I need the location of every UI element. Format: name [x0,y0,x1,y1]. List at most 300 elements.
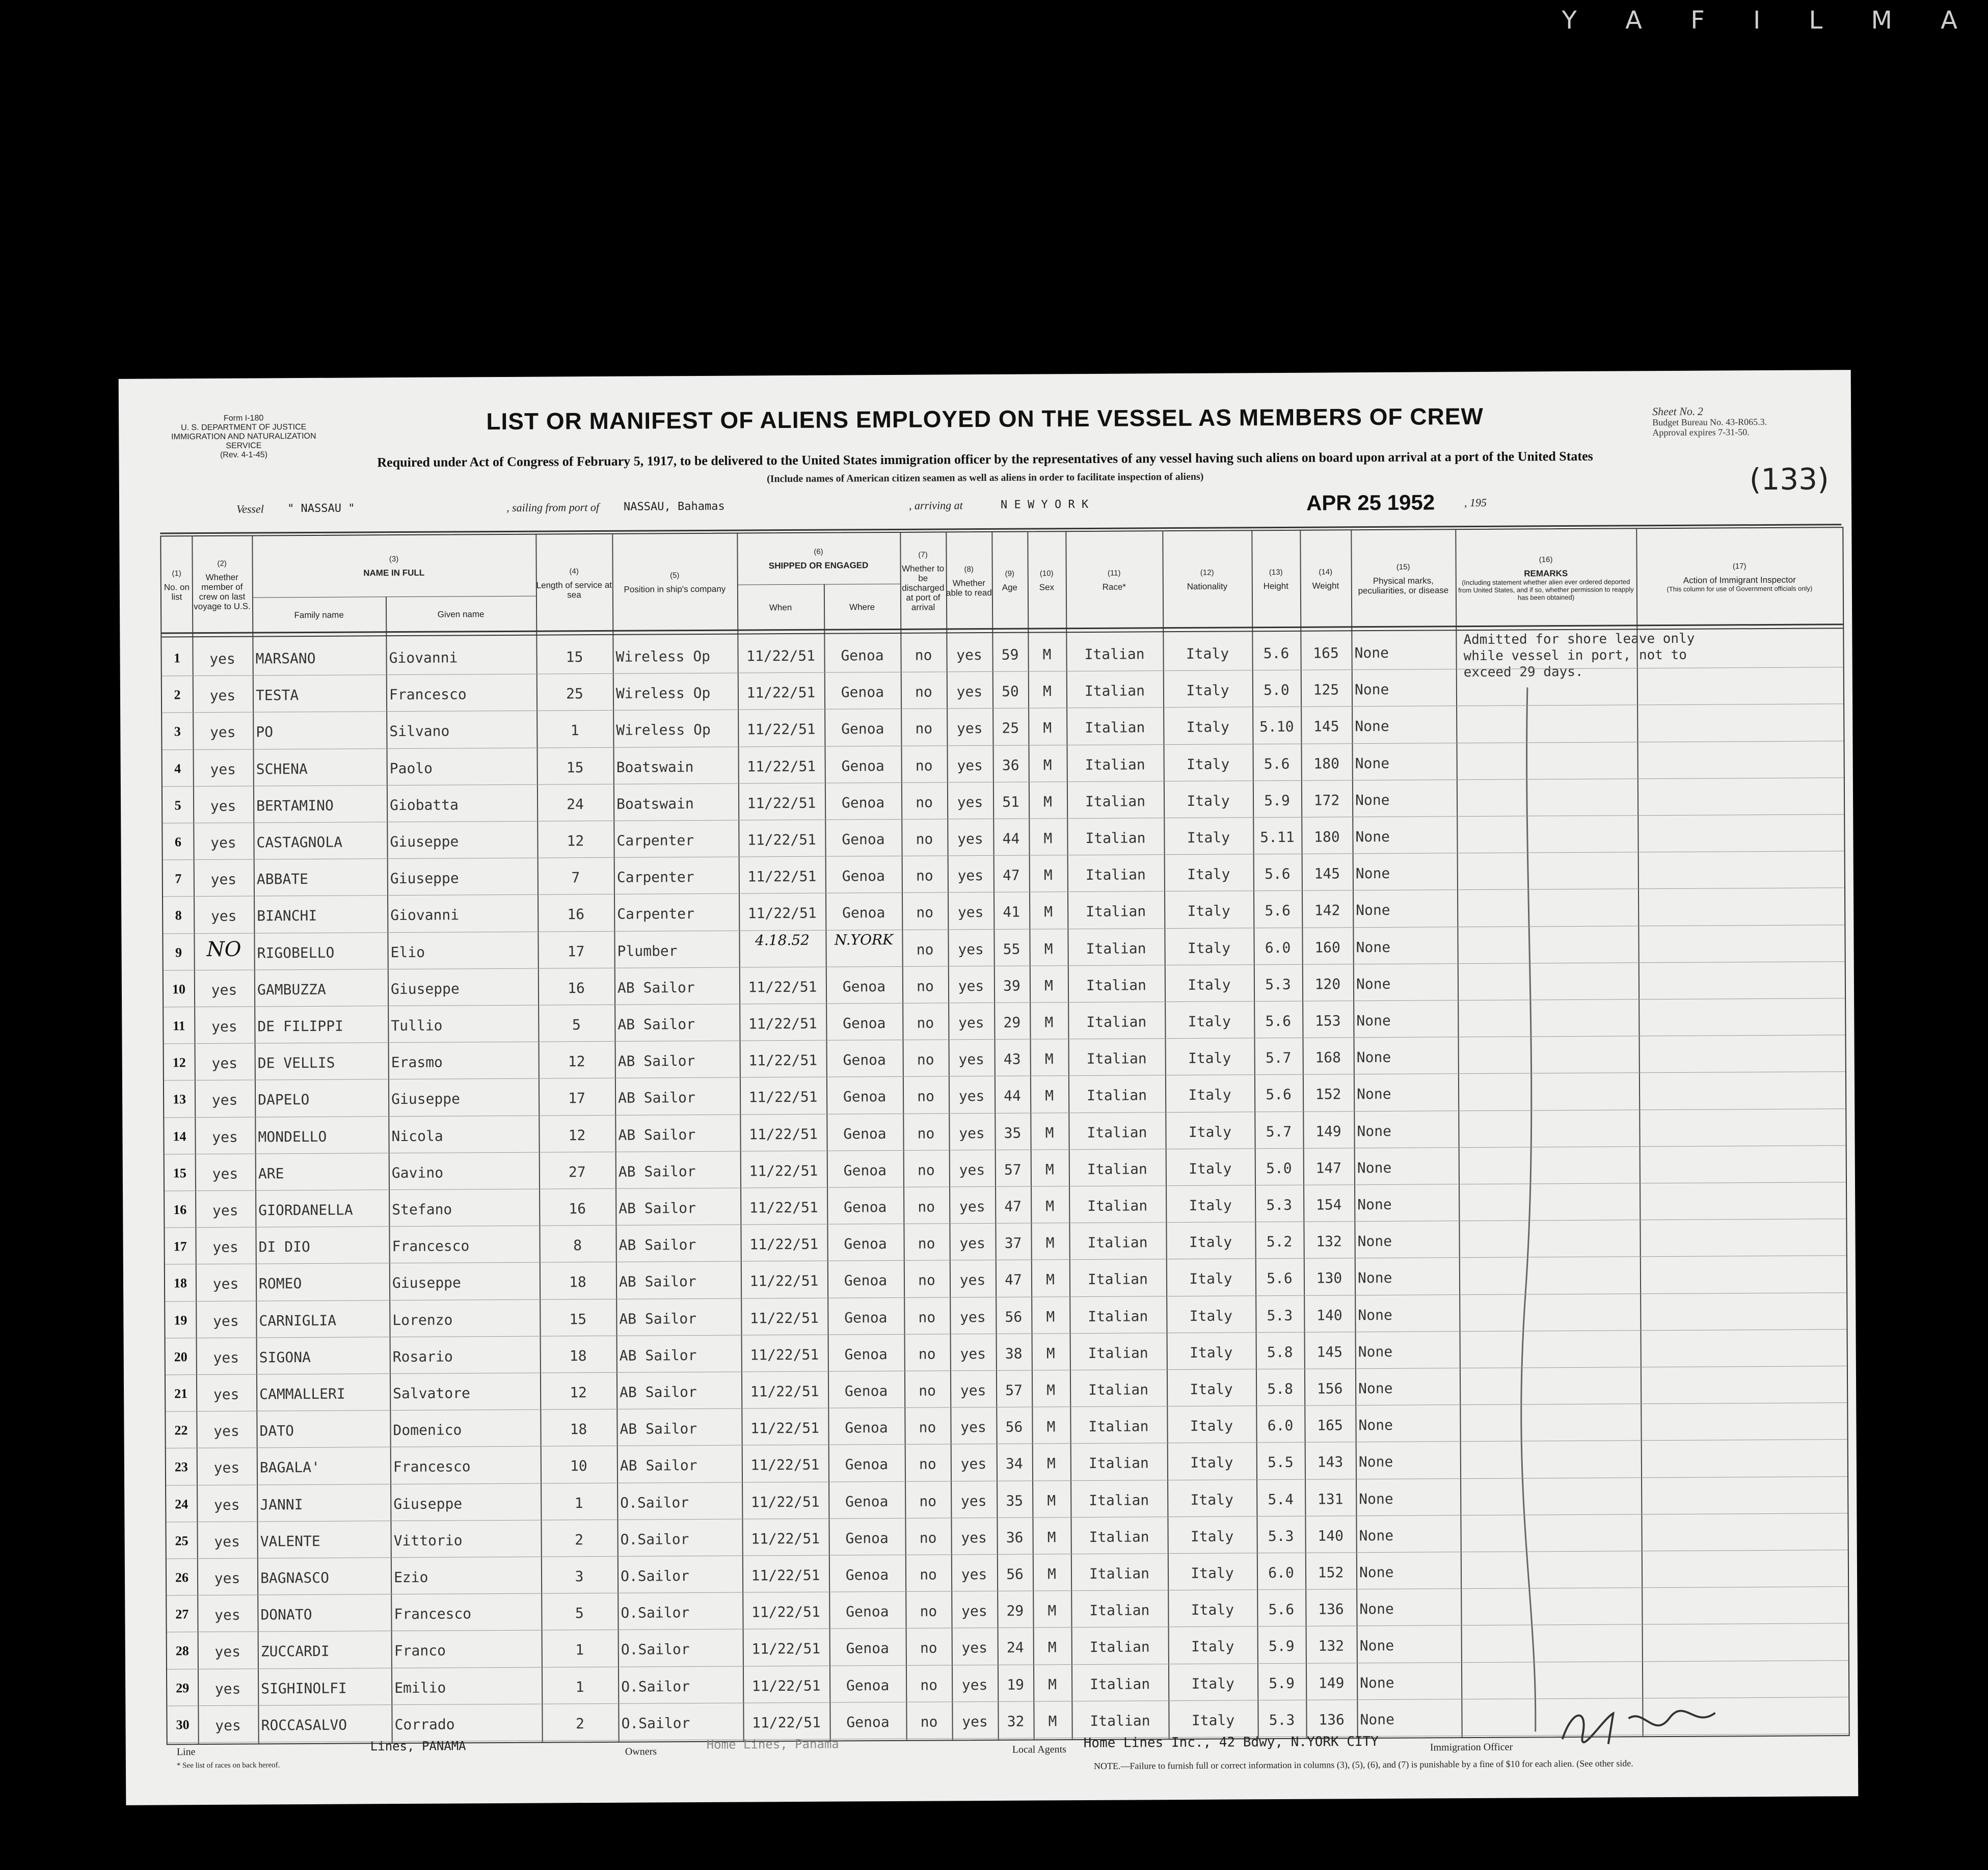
cell-age: 59 [1001,646,1019,663]
cell-able-to-read: yes [958,1014,984,1032]
cell-position: O.Sailor [621,1714,690,1732]
revision: (Rev. 4-1-45) [220,450,268,459]
cell-given-name: Tullio [391,1017,443,1035]
cell-row-number: 21 [174,1386,188,1401]
cell-race: Italian [1089,1528,1149,1546]
cell-to-be-discharged: no [920,1603,937,1620]
cell-position: AB Sailor [619,1273,696,1291]
cell-row-number: 1 [173,651,181,666]
cell-height: 5.6 [1264,755,1290,772]
form-instruction: (Include names of American citizen seamen as well as aliens in order to facilitate inspection of aliens) [767,471,1204,485]
cell-weight: 160 [1314,938,1340,956]
cell-row-number: 7 [175,871,182,886]
cell-row-number: 20 [174,1349,187,1365]
cell-to-be-discharged: no [917,978,934,995]
cell-physical-marks: None [1358,1343,1393,1361]
cell-shipped-where: Genoa [843,1015,886,1032]
cell-able-to-read: yes [958,940,984,958]
cell-family-name: MONDELLO [258,1128,327,1146]
cell-able-to-read: yes [959,1124,985,1142]
cell-shipped-when: 11/22/51 [748,1089,818,1106]
cell-shipped-when: 11/22/51 [750,1419,820,1437]
cell-position: AB Sailor [620,1457,697,1475]
cell-height: 5.2 [1266,1233,1293,1251]
cell-family-name: JANNI [260,1496,303,1513]
cell-shipped-where: Genoa [843,1088,886,1105]
cell-position: AB Sailor [619,1236,696,1254]
cell-shipped-where: Genoa [845,1419,888,1437]
cell-weight: 165 [1313,644,1339,662]
arriving-label: , arriving at [908,499,963,512]
cell-nationality: Italy [1187,829,1230,846]
cell-length-of-service: 7 [571,869,580,886]
cell-race: Italian [1090,1675,1150,1693]
header-position: (5) Position in ship's company [624,571,726,594]
cell-previous-voyage: yes [212,1128,238,1146]
sheet-label: Sheet No. [1652,404,1696,418]
cell-family-name: RIGOBELLO [257,944,335,962]
cell-length-of-service: 15 [566,648,583,666]
cell-age: 56 [1006,1565,1024,1583]
cell-shipped-when: 11/22/51 [750,1493,820,1511]
cell-physical-marks: None [1357,1233,1392,1250]
cell-row-number: 10 [172,982,186,997]
cell-given-name: Giobatta [389,796,459,814]
cell-length-of-service: 3 [575,1568,584,1585]
cell-nationality: Italy [1189,1233,1232,1251]
cell-length-of-service: 18 [569,1347,587,1365]
cell-age: 36 [1006,1529,1024,1546]
cell-shipped-where: Genoa [845,1456,889,1473]
service-name: IMMIGRATION AND NATURALIZATION SERVICE [171,431,316,450]
manifest-sheet [119,370,1859,1805]
cell-shipped-when: 11/22/51 [751,1566,820,1584]
cell-position: O.Sailor [621,1641,690,1659]
cell-nationality: Italy [1187,792,1230,809]
cell-to-be-discharged: no [916,867,933,884]
cell-previous-voyage: yes [214,1680,241,1697]
cell-physical-marks: None [1355,754,1390,772]
cell-previous-voyage: yes [212,1276,239,1293]
cell-nationality: Italy [1189,1197,1232,1214]
cell-weight: 140 [1318,1527,1344,1544]
cell-weight: 131 [1317,1490,1344,1508]
cell-position: O.Sailor [620,1530,689,1548]
cell-previous-voyage: yes [213,1422,239,1440]
cell-able-to-read: yes [961,1603,987,1620]
cell-shipped-where: Genoa [846,1603,889,1620]
agents-value: Home Lines Inc., 42 Bdwy, N.YORK CITY [1083,1734,1379,1751]
cell-age: 47 [1005,1271,1022,1289]
cell-given-name: Giuseppe [390,833,459,851]
cell-shipped-when: 11/22/51 [747,905,817,922]
cell-previous-voyage: yes [212,1312,239,1330]
cell-nationality: Italy [1189,1270,1232,1288]
cell-nationality: Italy [1191,1712,1235,1729]
cell-row-number: 5 [174,798,181,813]
cell-shipped-when: 11/22/51 [746,684,816,701]
cell-length-of-service: 1 [570,722,579,739]
cell-race: Italian [1085,719,1145,737]
cell-shipped-where: Genoa [843,1051,886,1069]
cell-given-name: Giovanni [390,906,460,924]
cell-nationality: Italy [1188,976,1231,993]
cell-weight: 145 [1313,718,1339,736]
cell-age: 37 [1004,1234,1022,1252]
cell-length-of-service: 2 [576,1715,585,1732]
cell-nationality: Italy [1188,1086,1231,1104]
form-title: LIST OR MANIFEST OF ALIENS EMPLOYED ON THE VESSEL AS MEMBERS OF CREW [486,402,1484,435]
cell-physical-marks: None [1355,865,1390,882]
cell-sex: M [1047,1602,1057,1619]
cell-sex: M [1044,1050,1054,1068]
cell-age: 39 [1003,977,1020,994]
cell-nationality: Italy [1190,1491,1233,1508]
cell-shipped-where: Genoa [842,831,885,848]
cell-weight: 132 [1316,1233,1342,1250]
race-footnote: * See list of races on back hereof. [176,1761,280,1770]
cell-given-name: Giuseppe [392,1274,461,1292]
cell-weight: 147 [1315,1159,1342,1177]
cell-physical-marks: None [1358,1379,1393,1397]
cell-to-be-discharged: no [915,646,932,664]
header-previous-voyage: (2) Whether member of crew on last voyage to U.S. [194,559,251,611]
cell-able-to-read: yes [960,1492,987,1509]
cell-race: Italian [1087,1197,1148,1214]
cell-position: AB Sailor [617,1052,695,1070]
cell-race: Italian [1086,939,1146,957]
owners-value: Home Lines, Panama [706,1737,839,1752]
cell-row-number: 13 [173,1092,186,1107]
cell-height: 6.0 [1265,939,1291,956]
cell-to-be-discharged: no [916,830,933,848]
cell-shipped-when: 11/22/51 [748,978,817,996]
cell-position: Carpenter [616,832,694,849]
cell-height: 5.6 [1264,865,1291,883]
cell-physical-marks: None [1359,1490,1393,1507]
cell-previous-voyage: yes [213,1349,239,1366]
cell-sex: M [1044,977,1053,994]
cell-physical-marks: None [1359,1563,1394,1581]
cell-shipped-when: 11/22/51 [748,1125,818,1143]
cell-previous-voyage: yes [209,650,235,667]
cell-shipped-when: 11/22/51 [751,1640,821,1658]
cell-to-be-discharged: no [917,1125,935,1142]
cell-shipped-where: Genoa [841,647,884,664]
cell-shipped-where: Genoa [844,1383,888,1400]
cell-race: Italian [1089,1565,1150,1582]
cell-family-name: BAGNASCO [260,1569,329,1587]
cell-position: AB Sailor [620,1384,697,1401]
cell-to-be-discharged: no [918,1235,935,1252]
cell-weight: 149 [1318,1674,1345,1692]
cell-height: 5.6 [1266,1086,1292,1103]
cell-weight: 125 [1313,681,1339,698]
cell-race: Italian [1090,1712,1150,1729]
cell-race: Italian [1086,903,1146,920]
cell-height: 5.8 [1267,1343,1293,1361]
cell-shipped-when: 11/22/51 [750,1456,820,1474]
cell-to-be-discharged: no [917,1051,934,1068]
cell-position: Wireless Op [616,721,711,739]
cell-shipped-when: 11/22/51 [750,1346,819,1364]
cell-row-number: 4 [174,761,181,776]
cell-previous-voyage: yes [214,1643,241,1661]
cell-position: Plumber [617,942,678,960]
cell-family-name: GAMBUZZA [257,981,326,998]
cell-length-of-service: 16 [568,979,585,997]
header-age: (9) Age [1002,569,1018,592]
cell-to-be-discharged: no [920,1676,938,1694]
cell-previous-voyage: yes [213,1496,240,1513]
cell-family-name: DATO [259,1422,294,1440]
cell-race: Italian [1085,829,1146,847]
cell-to-be-discharged: no [918,1309,936,1326]
sailing-port: NASSAU, Bahamas [623,500,725,513]
cell-to-be-discharged: no [917,1088,935,1105]
header-given-name: Given name [437,609,485,619]
cell-position: AB Sailor [619,1346,697,1364]
cell-row-number: 24 [175,1496,189,1511]
cell-weight: 156 [1317,1380,1343,1397]
cell-shipped-when: 11/22/51 [747,757,816,775]
cell-age: 44 [1002,830,1020,847]
cell-nationality: Italy [1190,1454,1233,1472]
cell-nationality: Italy [1187,939,1231,957]
cell-shipped-where: Genoa [846,1676,890,1694]
cell-race: Italian [1085,755,1145,773]
cell-height: 6.0 [1267,1417,1294,1434]
cell-able-to-read: yes [957,756,983,774]
cell-given-name: Silvano [389,722,450,740]
cell-previous-voyage: yes [210,797,236,815]
cell-previous-voyage: yes [210,871,237,888]
cell-shipped-where: Genoa [841,720,884,738]
cell-physical-marks: None [1358,1306,1392,1323]
cell-previous-voyage: yes [213,1459,240,1477]
cell-sex: M [1045,1124,1054,1142]
voyage-line [236,492,1765,520]
cell-age: 44 [1004,1088,1022,1105]
cell-able-to-read: yes [959,1308,986,1325]
cell-sex: M [1044,903,1053,920]
cell-able-to-read: yes [958,1051,985,1068]
cell-height: 5.11 [1260,828,1295,846]
sailing-label: , sailing from port of [506,500,600,514]
cell-shipped-where: Genoa [843,1199,887,1216]
cell-position: O.Sailor [620,1494,689,1511]
header-sex: (10) Sex [1039,569,1055,592]
cell-given-name: Domenico [393,1421,462,1439]
cell-position: Wireless Op [615,685,711,702]
cell-shipped-when: 11/22/51 [749,1272,819,1290]
cell-length-of-service: 5 [575,1605,584,1622]
cell-row-number: 18 [173,1276,187,1291]
cell-position: AB Sailor [619,1310,697,1327]
cell-weight: 130 [1316,1269,1342,1287]
cell-nationality: Italy [1191,1564,1234,1582]
cell-nationality: Italy [1187,902,1230,920]
cell-able-to-read: yes [961,1529,987,1547]
cell-weight: 132 [1318,1637,1345,1655]
cell-family-name: TESTA [255,687,299,704]
cell-age: 25 [1002,720,1019,737]
officer-label: Immigration Officer [1430,1741,1513,1753]
cell-weight: 172 [1313,792,1340,809]
header-when: When [769,602,792,612]
cell-shipped-when: 11/22/51 [751,1530,820,1548]
approval-expiry: Approval expires 7-31-50. [1652,427,1750,438]
cell-height: 5.3 [1266,1196,1293,1214]
cell-shipped-when: 11/22/51 [751,1603,820,1621]
cell-given-name: Corrado [394,1716,455,1733]
agents-label: Local Agents [1012,1744,1066,1755]
cell-nationality: Italy [1191,1601,1234,1619]
cell-able-to-read: yes [956,683,983,700]
cell-previous-voyage: yes [209,687,236,704]
cell-physical-marks: None [1357,1269,1392,1287]
cell-able-to-read: yes [961,1676,988,1693]
cell-weight: 140 [1316,1306,1342,1324]
cell-race: Italian [1087,1160,1147,1178]
cell-family-name: ABBATE [256,871,309,888]
cell-age: 24 [1006,1639,1024,1657]
cell-weight: 149 [1315,1122,1341,1140]
header-inspector-action: (17) Action of Immigrant Inspector (This column for use of Government officials only) [1667,561,1813,593]
cell-previous-voyage: yes [211,981,237,998]
cell-to-be-discharged: no [920,1713,938,1730]
cell-race: Italian [1087,1123,1147,1141]
cell-to-be-discharged: no [916,904,934,922]
cell-age: 51 [1002,793,1020,810]
form-subtitle: Required under Act of Congress of February 5, 1917, to be delivered to the United States immigration officer by the representatives of any vessel having such aliens on board upon arrival at a port of the United States [377,448,1593,470]
header-length-of-service: (4) Length of service at sea [536,566,612,600]
cell-nationality: Italy [1189,1344,1233,1361]
cell-shipped-where: Genoa [842,904,885,922]
cell-position: Carpenter [617,905,695,923]
cell-previous-voyage: yes [212,1202,238,1219]
cell-previous-voyage: yes [212,1238,238,1256]
cell-row-number: 12 [172,1055,186,1070]
cell-given-name: Francesco [394,1605,472,1623]
cell-sex: M [1045,1271,1055,1288]
cell-weight: 145 [1314,865,1340,882]
footer-note: NOTE.—Failure to furnish full or correct information in columns (3), (5), (6), and (7) is punishable by a fine of $10 for each alien. (See other side. [1093,1758,1633,1771]
cell-sex: M [1046,1455,1056,1472]
arrival-port: N E W Y O R K [1000,498,1089,511]
cell-row-number: 9 [175,944,182,960]
cell-height: 5.6 [1265,902,1291,919]
cell-length-of-service: 12 [570,1384,587,1401]
cell-age: 41 [1003,904,1020,921]
cell-race: Italian [1084,645,1145,663]
cell-age: 35 [1006,1492,1024,1509]
cell-given-name: Vittorio [393,1532,463,1549]
cell-shipped-where: N.YORK [834,931,894,948]
cell-physical-marks: None [1357,1196,1392,1213]
cell-height: 5.9 [1264,792,1290,809]
cell-to-be-discharged: no [920,1566,937,1583]
cell-length-of-service: 25 [566,685,583,702]
cell-height: 5.3 [1269,1711,1295,1728]
cell-height: 5.6 [1268,1601,1295,1618]
cell-height: 6.0 [1268,1564,1294,1582]
cell-age: 38 [1005,1345,1023,1362]
cell-shipped-where: Genoa [842,978,886,995]
cell-to-be-discharged: no [916,794,933,811]
cell-position: Carpenter [616,869,694,886]
cell-race: Italian [1086,1087,1147,1104]
cell-given-name: Nicola [391,1127,443,1145]
remarks-line: while vessel in port, not to [1463,647,1687,664]
cell-row-number: 28 [175,1643,189,1659]
cell-to-be-discharged: no [917,1161,935,1179]
cell-shipped-where: Genoa [841,794,885,811]
cell-family-name: DE VELLIS [257,1054,335,1072]
cell-nationality: Italy [1189,1160,1232,1177]
cell-age: 57 [1004,1161,1022,1178]
cell-length-of-service: 5 [572,1016,581,1034]
cell-previous-voyage: yes [211,1018,237,1035]
cell-shipped-when: 11/22/51 [748,1051,818,1069]
cell-shipped-where: Genoa [845,1529,889,1547]
cell-sex: M [1043,793,1053,810]
cell-height: 5.3 [1268,1527,1294,1544]
cell-height: 5.6 [1267,1270,1293,1287]
cell-given-name: Giovanni [389,649,458,667]
cell-given-name: Giuseppe [393,1495,463,1512]
cell-to-be-discharged: no [918,1198,935,1215]
cell-able-to-read: yes [960,1455,987,1473]
cell-age: 57 [1005,1381,1023,1399]
cell-able-to-read: yes [959,1198,985,1215]
cell-age: 56 [1005,1308,1023,1325]
cell-weight: 165 [1317,1417,1343,1434]
cell-previous-voyage: yes [214,1606,240,1624]
cell-weight: 153 [1314,1012,1341,1029]
cell-row-number: 29 [176,1680,190,1695]
line-value: Lines, PANAMA [370,1739,466,1754]
cell-family-name: CASTAGNOLA [256,833,343,851]
header-remarks: (16) REMARKS (Including statement whether alien ever ordered deported from United States, and if so, whether permission to reapply has been obtained) [1458,555,1634,602]
cell-physical-marks: None [1354,644,1389,662]
cell-given-name: Giuseppe [391,1090,461,1108]
cell-position: AB Sailor [618,1089,695,1107]
owners-label: Owners [625,1746,657,1757]
header-race: (11) Race* [1102,568,1126,592]
cell-shipped-where: Genoa [843,1125,886,1143]
cell-family-name: DI DIO [258,1238,310,1256]
cell-to-be-discharged: no [919,1419,936,1436]
cell-previous-voyage: yes [215,1717,241,1734]
cell-length-of-service: 8 [573,1237,582,1254]
cell-able-to-read: yes [960,1345,986,1363]
cell-nationality: Italy [1186,718,1230,736]
cell-physical-marks: None [1355,828,1390,846]
sheet-info [1652,406,1805,438]
cell-nationality: Italy [1186,755,1230,773]
cell-physical-marks: None [1359,1527,1394,1544]
cell-sex: M [1042,683,1052,700]
cell-height: 5.10 [1259,718,1294,736]
cell-family-name: BAGALA' [259,1459,320,1476]
cell-length-of-service: 2 [575,1531,584,1549]
remarks-line: exceed 29 days. [1463,664,1583,681]
cell-age: 47 [1004,1198,1022,1215]
cell-shipped-when: 4.18.52 [755,931,810,948]
cell-physical-marks: None [1356,1012,1391,1029]
cell-weight: 152 [1315,1086,1341,1103]
